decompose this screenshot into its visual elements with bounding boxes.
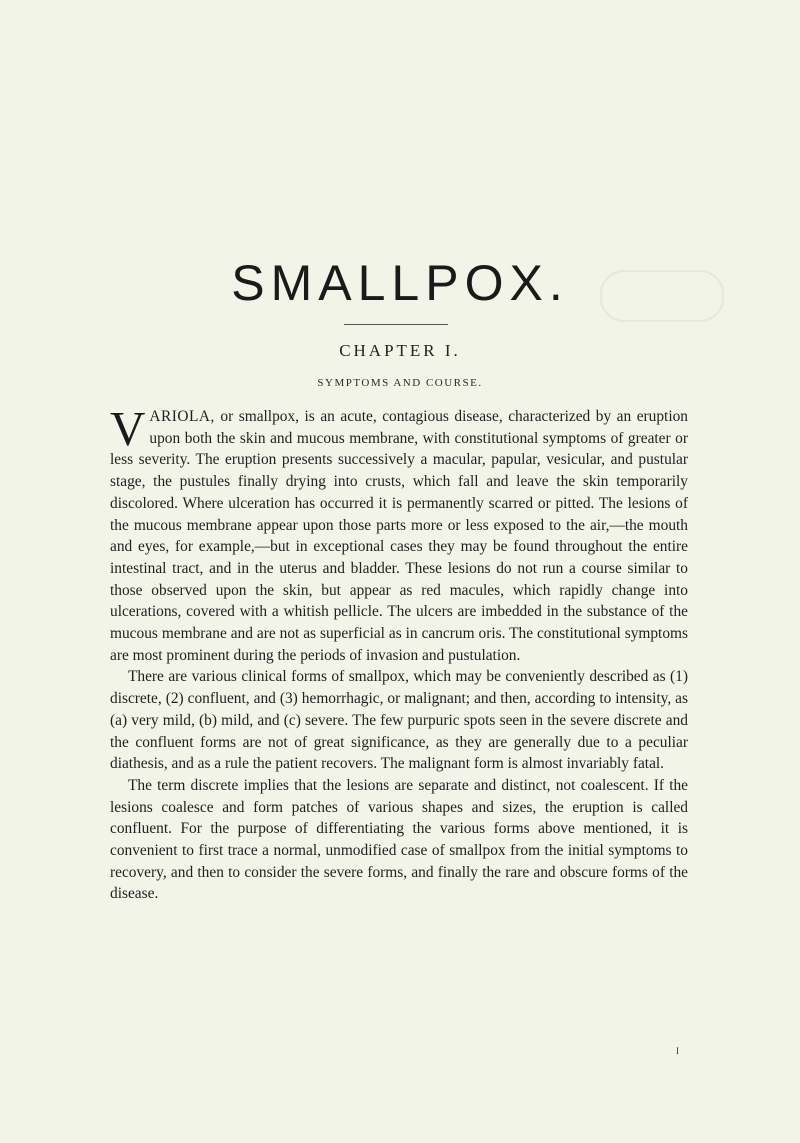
paragraph-3: The term discrete implies that the lesions are separate and distinct, not coalescent. If the lesions coalesce and form patches of various shapes and sizes, the eruption is called confluent. For the purpose of differentiating the various forms above mentioned, it is convenient to first trace a normal, unmodified case of smallpox from the initial symptoms to recovery, and then to consider the severe forms, and finally the rare and obscure forms of the disease. <box>110 776 688 903</box>
title-rule <box>344 324 448 325</box>
first-word-rest: ARIOLA, <box>149 408 215 425</box>
page-number: I <box>676 1046 679 1056</box>
faded-library-stamp <box>600 270 724 322</box>
chapter-heading: CHAPTER I. <box>339 341 461 360</box>
paragraph-1-text: or smallpox, is an acute, contagious disease, characterized by an eruption upon both the skin and mucous membrane, with constitutional symptoms of greater or less severity. The eruption presents successively a macular, papular, vesicular, and pustular stage, the pustules finally drying into crusts, which fall and leave the skin temporarily discolored. Where ulceration has occurred it is permanently scarred or pitted. The lesions of the mucous membrane appear upon those parts more or less exposed to the air,—the mouth and eyes, for example,—but in exceptional cases they may be found throughout the entire intestinal tract, and in the uterus and bladder. These lesions do not run a course similar to those observed upon the skin, but appear as red macules, which rapidly change into ulcerations, covered with a whitish pellicle. The ulcers are imbedded in the substance of the mucous membrane and are not as superficial as in cancrum oris. The constitutional symptoms are most prominent during the periods of invasion and pustulation. <box>110 408 688 664</box>
paragraph-2: There are various clinical forms of smallpox, which may be conveniently described as (1) discrete, (2) confluent, and (3) hemorrhagic, or malignant; and then, according to intensity, as (a) very mild, (b) mild, and (c) severe. The few purpuric spots seen in the severe discrete and the confluent forms are not of great significance, as they are generally due to a peculiar diathesis, and as a rule the patient recovers. The malignant form is almost invariably fatal. <box>110 668 688 773</box>
chapter-subtitle: SYMPTOMS AND COURSE. <box>317 377 483 389</box>
book-title: SMALLPOX. <box>231 255 569 311</box>
paragraph-1 <box>110 401 688 666</box>
body-text <box>110 401 688 905</box>
drop-cap: V <box>110 401 146 456</box>
